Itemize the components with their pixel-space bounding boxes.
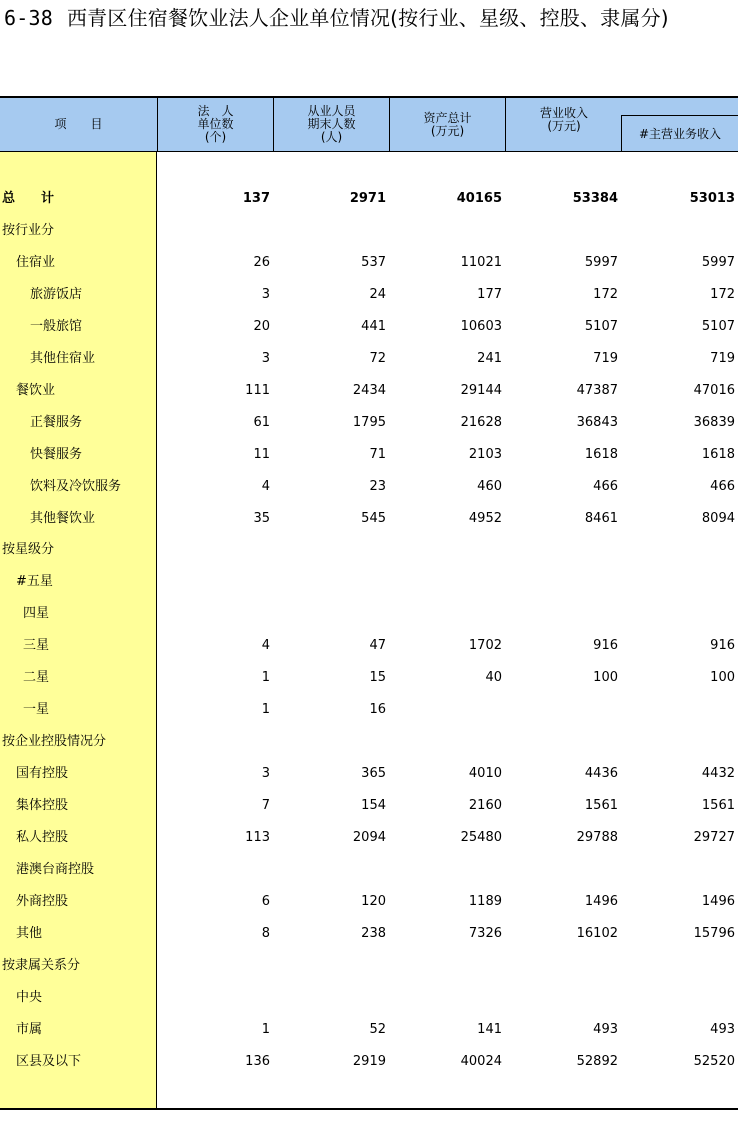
row-value-col3: 29144	[460, 382, 502, 398]
row-label: 餐饮业	[16, 382, 56, 398]
row-value-col5: 5107	[701, 318, 735, 334]
row-value-col5: 15796	[693, 925, 735, 941]
row-value-col4: 5107	[584, 318, 618, 334]
row-label: 外商控股	[16, 893, 69, 909]
row-value-col3: 241	[477, 350, 502, 366]
row-value-col2: 16	[369, 702, 386, 718]
table-row	[0, 349, 738, 369]
row-value-col1: 137	[242, 191, 270, 206]
table-row	[0, 509, 738, 529]
row-value-col3: 177	[477, 286, 502, 302]
row-value-col3: 25480	[460, 830, 502, 845]
row-value-col5: 53013	[689, 191, 735, 206]
table-row	[0, 764, 738, 784]
row-value-col2: 154	[361, 798, 386, 814]
table-title: 西青区住宿餐饮业法人企业单位情况(按行业、星级、控股、隶属分)	[66, 6, 669, 30]
row-label: 按企业控股情况分	[2, 734, 107, 750]
row-value-col2: 365	[361, 766, 386, 782]
row-value-col3: 4010	[468, 766, 502, 782]
row-value-col2: 23	[369, 478, 386, 494]
row-value-col3: 7326	[468, 925, 502, 941]
row-label: 私人控股	[16, 830, 69, 845]
row-label: 饮料及冷饮服务	[30, 478, 122, 494]
row-value-col3: 460	[477, 478, 502, 494]
table-row	[0, 189, 738, 209]
row-value-col5: 8094	[701, 510, 735, 526]
row-value-col1: 3	[261, 766, 270, 782]
row-value-col5: 719	[710, 350, 735, 366]
row-value-col5: 1618	[701, 446, 735, 462]
row-label: 集体控股	[16, 798, 69, 814]
row-value-col5: 5997	[701, 254, 735, 270]
row-value-col4: 1618	[584, 446, 618, 462]
table-row	[0, 604, 738, 624]
row-value-col4: 47387	[576, 382, 618, 398]
table-row	[0, 924, 738, 944]
row-value-col2: 2434	[352, 382, 386, 398]
row-value-col2: 537	[361, 254, 386, 270]
table-number: 6-38	[4, 6, 53, 30]
header-units-line3: (个)	[204, 130, 227, 144]
row-value-col5: 1496	[701, 893, 735, 909]
row-label: 一般旅馆	[30, 318, 83, 334]
row-label: 按行业分	[2, 222, 55, 238]
row-value-col4: 1496	[584, 893, 618, 909]
row-value-col1: 26	[253, 254, 270, 270]
row-label: 区县及以下	[16, 1053, 82, 1069]
table-row	[0, 700, 738, 720]
row-value-col2: 1795	[352, 414, 386, 430]
row-value-col5: 36839	[693, 414, 735, 430]
header-employees-line2: 期末人数	[307, 117, 356, 131]
row-value-col1: 3	[261, 350, 270, 366]
table-row	[0, 253, 738, 273]
header-assets-line2: (万元)	[430, 123, 465, 138]
row-value-col5: 52520	[693, 1053, 735, 1069]
row-value-col5: 916	[710, 638, 735, 654]
header-employees-line1: 从业人员	[307, 104, 356, 118]
row-value-col1: 20	[253, 318, 270, 334]
row-label: 市属	[16, 1021, 43, 1037]
row-label: 其他餐饮业	[30, 510, 96, 526]
table-row	[0, 1020, 738, 1040]
table-row	[0, 988, 738, 1008]
header-assets	[390, 98, 506, 151]
row-label: 港澳台商控股	[16, 861, 95, 877]
row-value-col2: 15	[369, 670, 386, 686]
row-label: 其他	[16, 925, 43, 941]
row-value-col4: 719	[593, 350, 618, 366]
header-item-label: 项 目	[54, 117, 103, 131]
table-row	[0, 892, 738, 912]
row-value-col5: 493	[710, 1021, 735, 1037]
header-item	[0, 98, 158, 151]
row-value-col3: 11021	[460, 254, 502, 270]
row-value-col4: 493	[593, 1021, 618, 1037]
row-label: 正餐服务	[30, 414, 83, 430]
row-value-col3: 2160	[468, 798, 502, 814]
row-label: #五星	[16, 574, 53, 590]
row-value-col2: 52	[369, 1021, 386, 1037]
row-value-col1: 8	[261, 925, 270, 941]
table-row	[0, 221, 738, 241]
row-value-col3: 40165	[456, 191, 502, 206]
row-value-col5: 466	[710, 478, 735, 494]
row-value-col2: 441	[361, 318, 386, 334]
header-units	[158, 98, 274, 151]
row-value-col5: 100	[710, 670, 735, 686]
row-value-col2: 72	[369, 350, 386, 366]
table-row	[0, 828, 738, 848]
row-label: 其他住宿业	[30, 350, 96, 366]
row-value-col3: 141	[477, 1021, 502, 1037]
row-value-col2: 545	[361, 510, 386, 526]
row-label: 快餐服务	[30, 446, 83, 462]
table-row	[0, 572, 738, 592]
header-employees-line3: (人)	[320, 130, 343, 144]
row-value-col4: 4436	[584, 766, 618, 782]
row-label: 中央	[16, 989, 43, 1005]
table-header	[0, 96, 738, 152]
row-value-col4: 53384	[572, 191, 618, 206]
row-value-col3: 40024	[460, 1053, 502, 1069]
header-revenue-line1: 营业收入	[539, 106, 588, 120]
row-label: 旅游饭店	[30, 286, 83, 302]
table-row	[0, 796, 738, 816]
row-value-col1: 136	[245, 1053, 270, 1069]
row-value-col1: 6	[261, 893, 270, 909]
header-assets-line1: 资产总计	[423, 110, 472, 125]
table-row	[0, 477, 738, 497]
row-value-col3: 2103	[468, 446, 502, 462]
row-value-col2: 47	[369, 638, 386, 654]
row-label: 总 计	[2, 191, 55, 206]
row-value-col4: 5997	[584, 254, 618, 270]
row-label: 国有控股	[16, 766, 69, 782]
row-value-col1: 3	[261, 286, 270, 302]
row-label: 按隶属关系分	[2, 957, 81, 973]
row-value-col4: 916	[593, 638, 618, 654]
row-label: 住宿业	[16, 254, 56, 270]
row-value-col4: 8461	[584, 510, 618, 526]
row-value-col5: 4432	[701, 766, 735, 782]
row-value-col4: 16102	[576, 925, 618, 941]
page-title	[4, 4, 669, 32]
row-value-col4: 172	[593, 286, 618, 302]
header-main-revenue: #主营业务收入	[621, 115, 738, 151]
row-value-col4: 36843	[576, 414, 618, 430]
row-value-col2: 238	[361, 925, 386, 941]
row-value-col2: 2094	[352, 830, 386, 845]
row-value-col1: 7	[261, 798, 270, 814]
row-value-col4: 466	[593, 478, 618, 494]
header-units-line2: 单位数	[197, 117, 234, 131]
bottom-border	[0, 1108, 738, 1110]
row-value-col2: 120	[361, 893, 386, 909]
row-value-col5: 172	[710, 286, 735, 302]
row-value-col1: 113	[245, 830, 270, 845]
row-value-col2: 2919	[352, 1053, 386, 1069]
row-value-col1: 1	[261, 670, 270, 686]
row-value-col4: 1561	[584, 798, 618, 814]
header-revenue-line2: (万元)	[547, 119, 581, 133]
row-value-col3: 1702	[468, 638, 502, 654]
table-row	[0, 956, 738, 976]
row-value-col3: 40	[485, 670, 502, 686]
row-value-col3: 4952	[468, 510, 502, 526]
row-value-col1: 111	[245, 382, 270, 398]
row-value-col1: 61	[253, 414, 270, 430]
row-label: 按星级分	[2, 542, 55, 558]
row-value-col5: 1561	[701, 798, 735, 814]
row-value-col5: 29727	[693, 830, 735, 845]
row-value-col4: 29788	[576, 830, 618, 845]
row-value-col1: 4	[261, 478, 270, 494]
row-value-col1: 1	[261, 1021, 270, 1037]
row-value-col1: 1	[261, 702, 270, 718]
table-row	[0, 413, 738, 433]
table-row	[0, 317, 738, 337]
table-row	[0, 732, 738, 752]
table-row	[0, 668, 738, 688]
row-label: 二星	[23, 670, 50, 686]
row-value-col3: 10603	[460, 318, 502, 334]
row-value-col3: 21628	[460, 414, 502, 430]
row-value-col1: 35	[253, 510, 270, 526]
table-row	[0, 540, 738, 560]
table-row	[0, 285, 738, 305]
row-value-col2: 2971	[349, 191, 386, 206]
row-label: 一星	[23, 702, 50, 718]
row-value-col2: 24	[369, 286, 386, 302]
row-value-col5: 47016	[693, 382, 735, 398]
row-value-col1: 4	[261, 638, 270, 654]
table-row	[0, 381, 738, 401]
header-units-line1: 法 人	[197, 104, 234, 118]
table-row	[0, 860, 738, 880]
table-row	[0, 445, 738, 465]
header-employees	[274, 98, 390, 151]
table-row	[0, 1052, 738, 1072]
row-label: 三星	[23, 638, 50, 654]
row-value-col4: 100	[593, 670, 618, 686]
row-value-col1: 11	[253, 446, 270, 462]
row-value-col2: 71	[369, 446, 386, 462]
row-value-col4: 52892	[576, 1053, 618, 1069]
table-row	[0, 636, 738, 656]
row-value-col3: 1189	[468, 893, 502, 909]
row-label: 四星	[23, 606, 50, 622]
